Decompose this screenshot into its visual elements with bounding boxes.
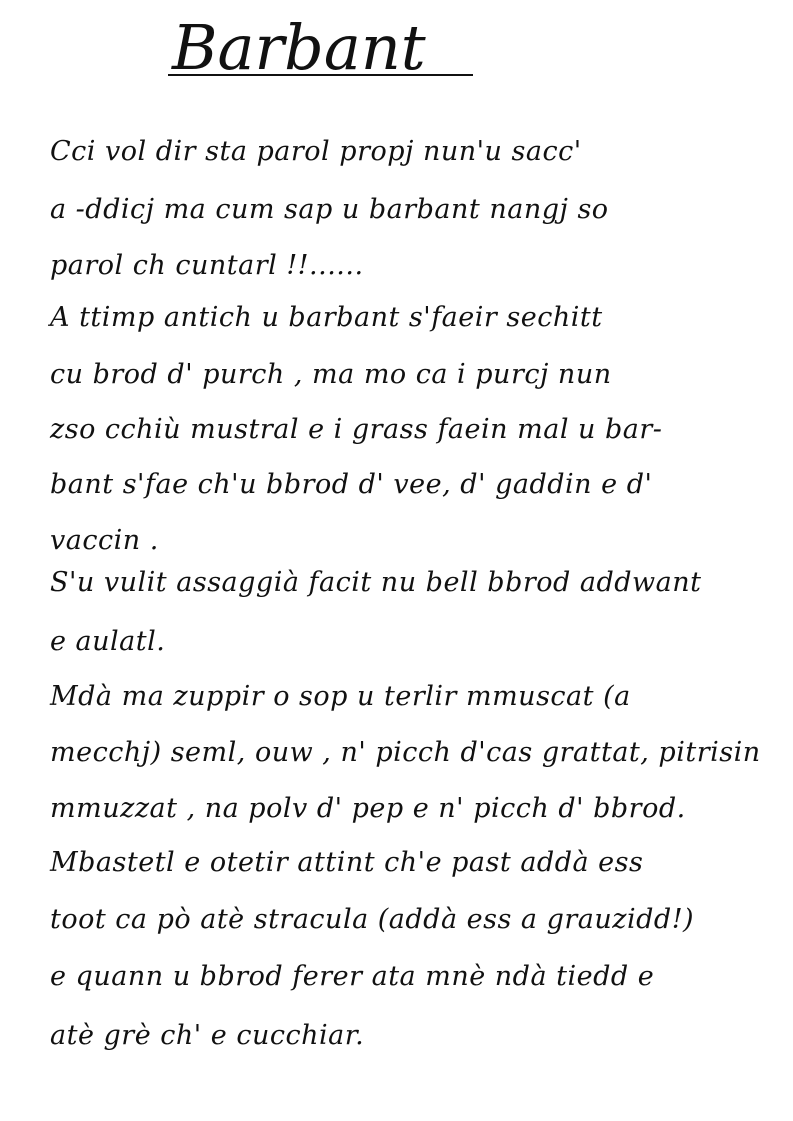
text-line: toot ca pò atè stracula (addà ess a grauzidd!) — [50, 904, 695, 935]
page-title: Barbant — [172, 11, 426, 84]
title-underline — [168, 74, 473, 76]
text-line: mmuzzat , na polv d' pep e n' picch d' bbrod. — [50, 793, 686, 824]
text-line: Mdà ma zuppir o sop u terlir mmuscat (a — [50, 681, 631, 712]
text-line: Cci vol dir sta parol propj nun'u sacc' — [50, 136, 582, 167]
text-line: zso cchiù mustral e i grass faein mal u bar- — [50, 414, 663, 445]
text-line: e aulatl. — [50, 626, 166, 657]
text-line: a -ddicj ma cum sap u barbant nangj so — [50, 194, 609, 225]
text-line: Mbastetl e otetir attint ch'e past addà ess — [50, 847, 644, 878]
text-line: e quann u bbrod ferer ata mnè ndà tiedd e — [50, 961, 655, 992]
text-line: cu brod d' purch , ma mo ca i purcj nun — [50, 359, 612, 390]
text-line: atè grè ch' e cucchiar. — [50, 1020, 365, 1051]
text-line: mecchj) seml, ouw , n' picch d'cas grattat, pitrisin — [50, 737, 761, 768]
text-line: vaccin . — [50, 525, 159, 556]
text-line: bant s'fae ch'u bbrod d' vee, d' gaddin e d' — [50, 469, 653, 500]
text-line: S'u vulit assaggià facit nu bell bbrod addwant — [50, 567, 702, 598]
text-line: A ttimp antich u barbant s'faeir sechitt — [50, 302, 603, 333]
text-line: parol ch cuntarl !!...... — [50, 250, 364, 281]
